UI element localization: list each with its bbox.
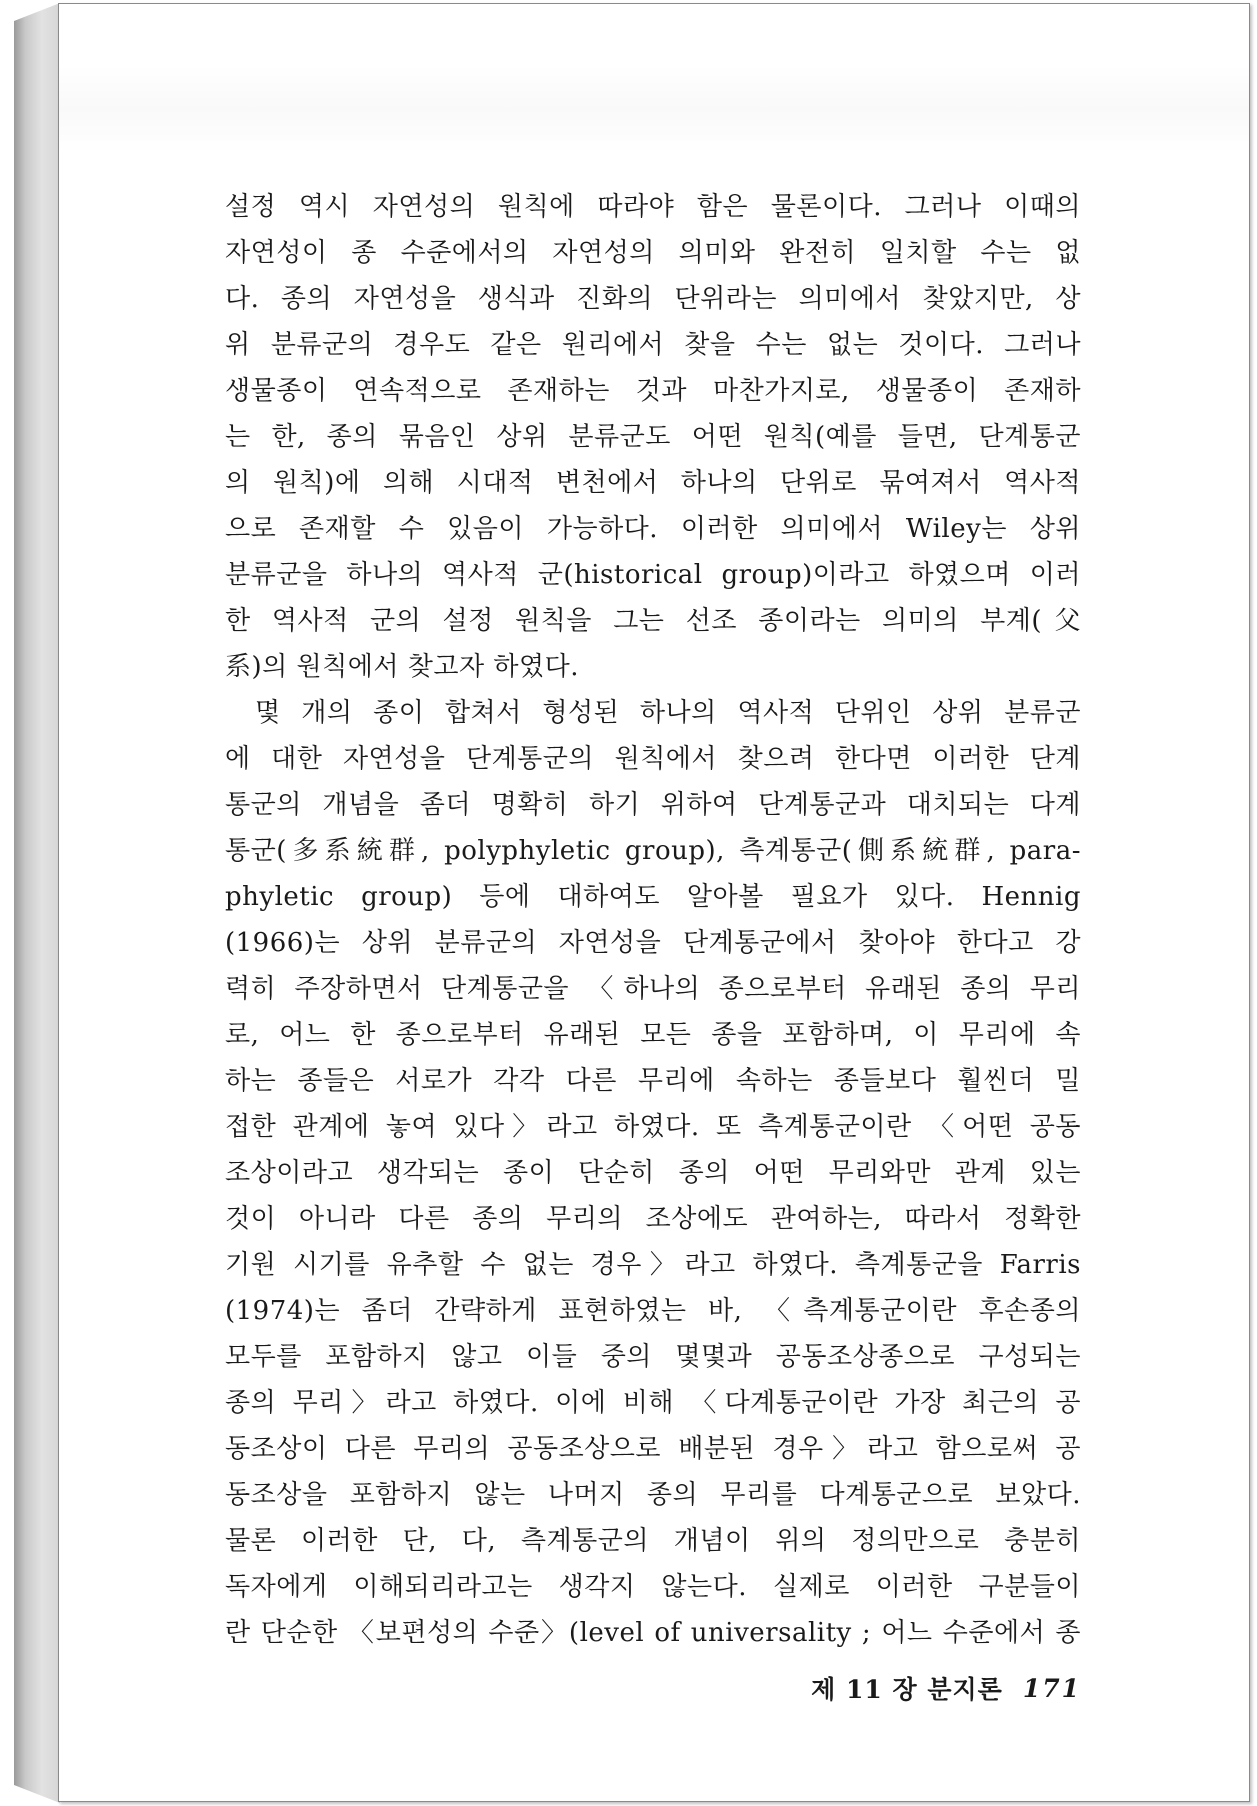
text-line: (1974)는 좀더 간략하게 표현하였는 바, 〈측계통군이란 후손종의 xyxy=(225,1296,1081,1326)
text-line: 종의 무리〉라고 하였다. 이에 비해 〈다계통군이란 가장 최근의 공 xyxy=(225,1388,1081,1418)
book-spine xyxy=(14,3,60,1803)
text-line: 통군(多系統群, polyphyletic group), 측계통군(側系統群, para- xyxy=(225,836,1081,866)
text-line: 는 한, 종의 묶음인 상위 분류군도 어떤 원칙(예를 들면, 단계통군 xyxy=(225,422,1081,452)
text-line: 분류군을 하나의 역사적 군(historical group)이라고 하였으며 이러 xyxy=(225,560,1081,590)
text-line: 자연성이 종 수준에서의 자연성의 의미와 완전히 일치할 수는 없 xyxy=(225,238,1081,268)
paragraph-end-line: 系)의 원칙에서 찾고자 하였다. xyxy=(225,652,579,682)
text-line: 의 원칙)에 의해 시대적 변천에서 하나의 단위로 묶여져서 역사적 xyxy=(225,468,1081,498)
text-line: 통군의 개념을 좀더 명확히 하기 위하여 단계통군과 대치되는 다계 xyxy=(225,790,1081,820)
text-line: 모두를 포함하지 않고 이들 중의 몇몇과 공동조상종으로 구성되는 xyxy=(225,1342,1081,1372)
text-line: 으로 존재할 수 있음이 가능하다. 이러한 의미에서 Wiley는 상위 xyxy=(225,514,1081,544)
text-line: 란 단순한 〈보편성의 수준〉(level of universality ; 어느 수준에서 종 xyxy=(225,1618,1081,1648)
page-shading xyxy=(59,64,1249,154)
body-text xyxy=(225,184,1081,1656)
text-line: 에 대한 자연성을 단계통군의 원칙에서 찾으려 한다면 이러한 단계 xyxy=(225,744,1081,774)
text-line: phyletic group) 등에 대하여도 알아볼 필요가 있다. Hennig xyxy=(225,882,1081,912)
text-line: 설정 역시 자연성의 원칙에 따라야 함은 물론이다. 그러나 이때의 xyxy=(225,192,1081,222)
running-footer-chapter: 제 11 장 분지론 xyxy=(811,1675,1003,1704)
text-line: 생물종이 연속적으로 존재하는 것과 마찬가지로, 생물종이 존재하 xyxy=(225,376,1081,406)
text-line: 로, 어느 한 종으로부터 유래된 모든 종을 포함하며, 이 무리에 속 xyxy=(225,1020,1081,1050)
text-line: 동조상이 다른 무리의 공동조상으로 배분된 경우〉라고 함으로써 공 xyxy=(225,1434,1081,1464)
text-line: 접한 관계에 놓여 있다〉라고 하였다. 또 측계통군이란 〈어떤 공동 xyxy=(225,1112,1081,1142)
text-line: 조상이라고 생각되는 종이 단순히 종의 어떤 무리와만 관계 있는 xyxy=(225,1158,1081,1188)
paragraph-start-line: 몇 개의 종이 합쳐서 형성된 하나의 역사적 단위인 상위 분류군 xyxy=(255,698,1081,728)
page-number: 171 xyxy=(1022,1673,1081,1703)
text-line: 것이 아니라 다른 종의 무리의 조상에도 관여하는, 따라서 정확한 xyxy=(225,1204,1081,1234)
text-line: 위 분류군의 경우도 같은 원리에서 찾을 수는 없는 것이다. 그러나 xyxy=(225,330,1081,360)
text-line: 물론 이러한 단, 다, 측계통군의 개념이 위의 정의만으로 충분히 xyxy=(225,1526,1081,1556)
text-line: 동조상을 포함하지 않는 나머지 종의 무리를 다계통군으로 보았다. xyxy=(225,1480,1081,1510)
page-footer xyxy=(800,1668,1081,1708)
text-line: (1966)는 상위 분류군의 자연성을 단계통군에서 찾아야 한다고 강 xyxy=(225,928,1081,958)
text-line: 력히 주장하면서 단계통군을 〈하나의 종으로부터 유래된 종의 무리 xyxy=(225,974,1081,1004)
text-line: 다. 종의 자연성을 생식과 진화의 단위라는 의미에서 찾았지만, 상 xyxy=(225,284,1081,314)
text-line: 독자에게 이해되리라고는 생각지 않는다. 실제로 이러한 구분들이 xyxy=(225,1572,1081,1602)
text-line: 하는 종들은 서로가 각각 다른 무리에 속하는 종들보다 훨씬더 밀 xyxy=(225,1066,1081,1096)
text-line: 기원 시기를 유추할 수 없는 경우〉라고 하였다. 측계통군을 Farris xyxy=(225,1250,1081,1280)
text-line: 한 역사적 군의 설정 원칙을 그는 선조 종이라는 의미의 부계(父 xyxy=(225,606,1081,636)
